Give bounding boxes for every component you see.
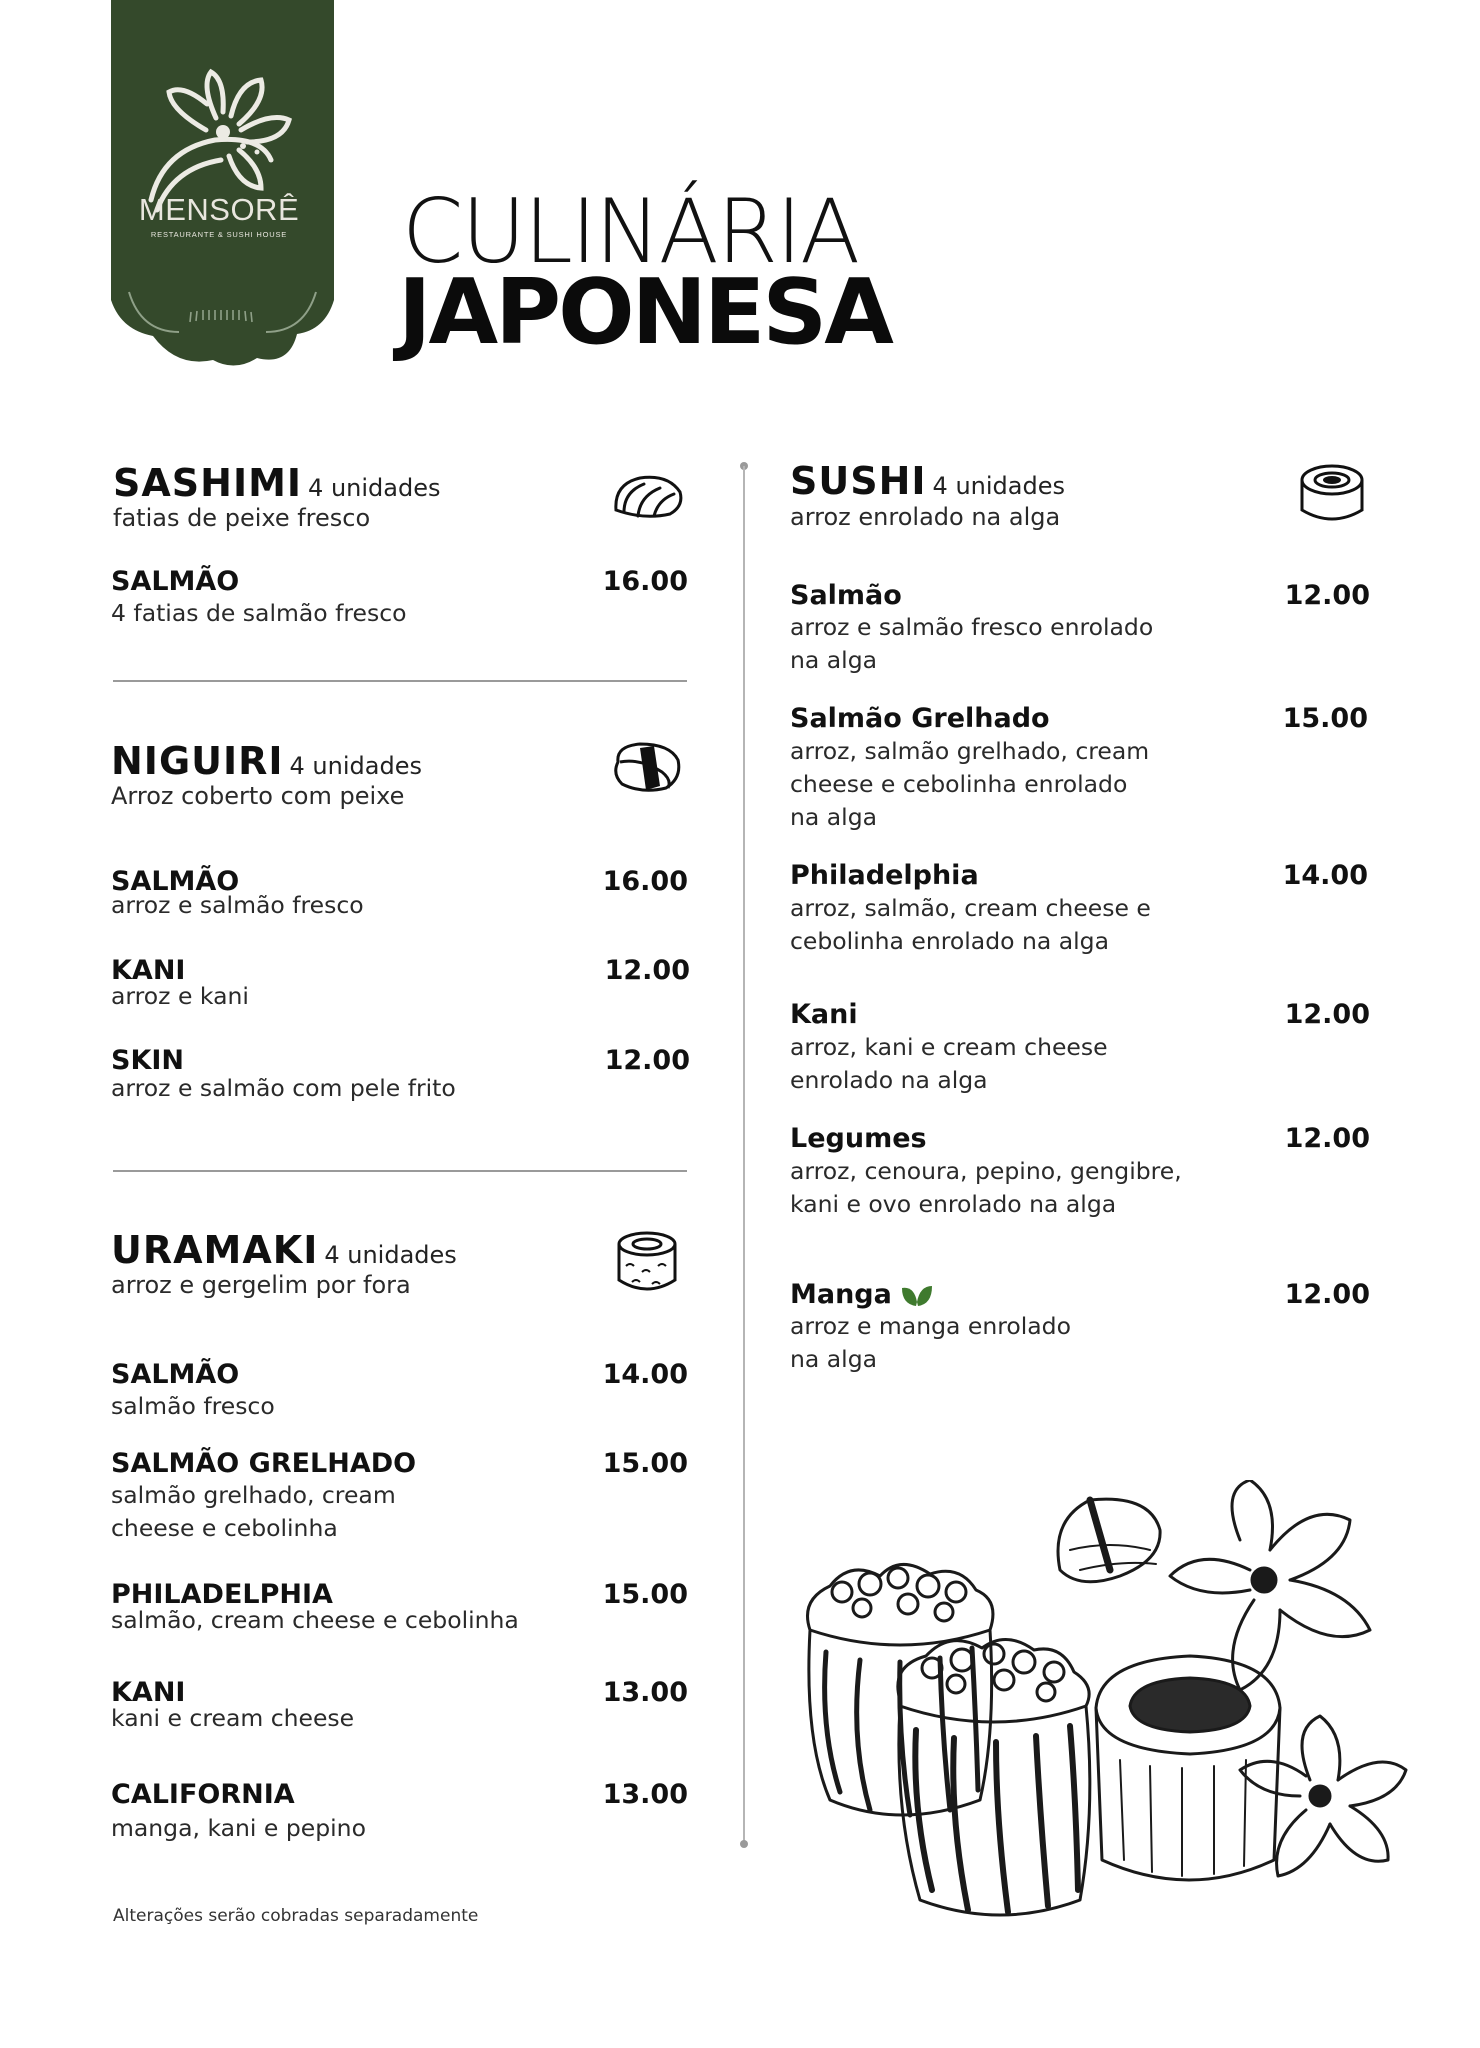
menu-item-desc: arroz e salmão fresco enrolado: [790, 613, 1154, 641]
section-header-sushi: [790, 459, 1065, 503]
menu-item-name: Salmão Grelhado: [790, 703, 1050, 734]
menu-item-desc: arroz e salmão fresco: [111, 891, 364, 919]
menu-item-desc: kani e cream cheese: [111, 1704, 355, 1732]
menu-item-desc: kani e ovo enrolado na alga: [790, 1190, 1117, 1218]
section-desc: arroz enrolado na alga: [790, 503, 1061, 531]
menu-item-desc: salmão fresco: [111, 1392, 275, 1420]
menu-item-desc: na alga: [790, 803, 878, 831]
section-header-niguiri: [111, 739, 422, 783]
column-divider: [743, 466, 745, 1842]
menu-item-price: 12.00: [1284, 999, 1370, 1030]
menu-item-price: 12.00: [1284, 1279, 1370, 1310]
section-qty: 4 unidades: [324, 1241, 457, 1269]
menu-item-price: 15.00: [602, 1448, 688, 1479]
menu-item-desc: cheese e cebolinha enrolado: [790, 770, 1128, 798]
niguiri-icon: [610, 738, 686, 796]
menu-item-price: 16.00: [602, 566, 688, 597]
menu-item-price: 12.00: [1284, 580, 1370, 611]
menu-item-desc: salmão, cream cheese e cebolinha: [111, 1606, 519, 1634]
section-header-sashimi: [113, 461, 441, 505]
menu-item-price: 13.00: [602, 1677, 688, 1708]
menu-item-desc: arroz, salmão, cream cheese e: [790, 894, 1151, 922]
menu-item-desc: arroz e kani: [111, 982, 249, 1010]
menu-item-desc: salmão grelhado, cream: [111, 1481, 396, 1509]
menu-item-price: 12.00: [604, 1045, 690, 1076]
menu-item-price: 14.00: [602, 1359, 688, 1390]
section-divider: [113, 680, 687, 682]
menu-item-desc: 4 fatias de salmão fresco: [111, 599, 407, 627]
section-desc: fatias de peixe fresco: [113, 504, 371, 532]
menu-item-name: Kani: [790, 999, 858, 1030]
menu-item-price: 15.00: [602, 1579, 688, 1610]
sushi-illustration: [790, 1480, 1410, 1940]
menu-item-desc: arroz, kani e cream cheese: [790, 1033, 1108, 1061]
section-title: NIGUIRI: [111, 739, 284, 783]
section-divider: [113, 1170, 687, 1172]
menu-item-name: SALMÃO GRELHADO: [111, 1448, 417, 1479]
section-header-uramaki: [111, 1228, 457, 1272]
section-desc: Arroz coberto com peixe: [111, 782, 405, 810]
menu-item-name: PHILADELPHIA: [111, 1579, 333, 1610]
menu-item-desc: cebolinha enrolado na alga: [790, 927, 1109, 955]
menu-item-desc: enrolado na alga: [790, 1066, 988, 1094]
section-title: SASHIMI: [113, 461, 303, 505]
menu-item-price: 14.00: [1282, 860, 1368, 891]
menu-item-price: 15.00: [1282, 703, 1368, 734]
menu-item-name: KANI: [111, 1677, 186, 1708]
menu-item-name: SALMÃO: [111, 566, 240, 597]
sushi-roll-icon: [1296, 460, 1368, 528]
menu-item-name: KANI: [111, 955, 186, 986]
section-title: SUSHI: [790, 459, 927, 503]
menu-item-desc: arroz, salmão grelhado, cream: [790, 737, 1150, 765]
section-desc: arroz e gergelim por fora: [111, 1271, 411, 1299]
menu-item-name: SKIN: [111, 1045, 185, 1076]
menu-item-desc: na alga: [790, 646, 878, 674]
footer-note: Alterações serão cobradas separadamente: [113, 1906, 479, 1926]
menu-item-name: Legumes: [790, 1123, 927, 1154]
menu-item-name: Salmão: [790, 580, 902, 611]
page-title-line1: CULINÁRIA: [402, 180, 859, 283]
section-qty: 4 unidades: [308, 474, 441, 502]
menu-item-desc: cheese e cebolinha: [111, 1514, 338, 1542]
uramaki-icon: [614, 1228, 680, 1298]
menu-item-desc: arroz, cenoura, pepino, gengibre,: [790, 1157, 1182, 1185]
menu-item-price: 12.00: [1284, 1123, 1370, 1154]
menu-item-desc: manga, kani e pepino: [111, 1814, 366, 1842]
page-title-line2: JAPONESA: [398, 260, 891, 365]
menu-item-desc: na alga: [790, 1345, 878, 1373]
menu-item-desc: arroz e manga enrolado: [790, 1312, 1071, 1340]
menu-item-price: 16.00: [602, 866, 688, 897]
section-qty: 4 unidades: [289, 752, 422, 780]
menu-item-name: Manga: [790, 1279, 892, 1310]
menu-item-name: CALIFORNIA: [111, 1779, 295, 1810]
brand-name: MENSORÊ: [138, 192, 300, 227]
logo-banner: [111, 0, 334, 370]
menu-item-price: 12.00: [604, 955, 690, 986]
menu-item-name: SALMÃO: [111, 1359, 240, 1390]
sashimi-icon: [610, 470, 686, 522]
menu-item-price: 13.00: [602, 1779, 688, 1810]
menu-item-name: Philadelphia: [790, 860, 979, 891]
brand-tagline: RESTAURANTE & SUSHI HOUSE: [150, 230, 288, 239]
menu-item-desc: arroz e salmão com pele frito: [111, 1074, 456, 1102]
menu-item-name: SALMÃO: [111, 866, 240, 897]
divider-dot-bottom: [740, 1840, 748, 1848]
section-title: URAMAKI: [111, 1228, 319, 1272]
section-qty: 4 unidades: [932, 472, 1065, 500]
vegan-leaf-icon: [900, 1282, 934, 1308]
